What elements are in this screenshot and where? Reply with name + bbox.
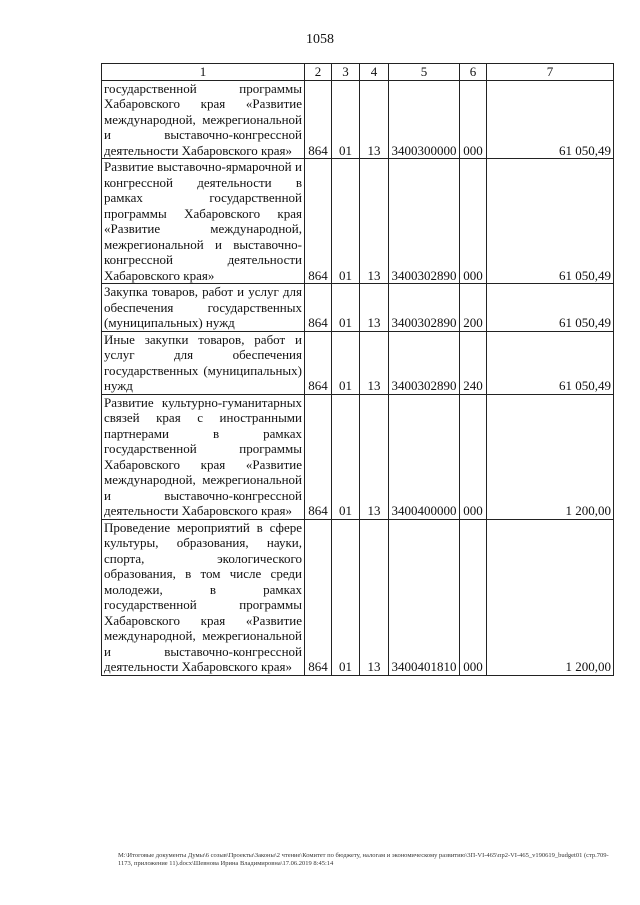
row-expense-type: 000 [460, 519, 487, 675]
row-target-article: 3400401810 [389, 519, 460, 675]
row-subsection-code: 13 [360, 331, 389, 394]
table-row [102, 331, 614, 394]
row-ministry-code: 864 [305, 80, 332, 159]
table-row [102, 519, 614, 675]
row-expense-type: 000 [460, 159, 487, 284]
row-target-article: 3400302890 [389, 284, 460, 332]
header-col-3: 3 [332, 64, 360, 81]
header-col-2: 2 [305, 64, 332, 81]
document-path-footer: M:\Итоговые документы Думы\6 созыв\Проекты\Законы\2 чтение\Комитет по бюджету, налогам и экономическому развитию\3П-VI-465\пр2-VI-465_v190619_budget01 (стр.709-1173, приложение 11).docx\Шевнова Ирина Владимировна\17.06.2019 8:45:14 [118, 852, 609, 867]
row-amount: 61 050,49 [487, 331, 614, 394]
header-col-6: 6 [460, 64, 487, 81]
row-ministry-code: 864 [305, 284, 332, 332]
row-amount: 61 050,49 [487, 80, 614, 159]
row-expense-type: 200 [460, 284, 487, 332]
header-col-1: 1 [102, 64, 305, 81]
row-section-code: 01 [332, 331, 360, 394]
row-name: государственной программы Хабаровского края «Развитие международной, межрегиональной и выставочно-конгрессной деятельности Хабаровского края» [102, 80, 305, 159]
header-col-7: 7 [487, 64, 614, 81]
header-col-5: 5 [389, 64, 460, 81]
row-target-article: 3400300000 [389, 80, 460, 159]
row-section-code: 01 [332, 80, 360, 159]
row-name: Развитие культурно-гуманитарных связей края с иностранными партнерами в рамках государственной программы Хабаровского края «Развитие международной, межрегиональной и выставочно-конгрессной деятельности Хабаровского края» [102, 394, 305, 519]
row-name: Иные закупки товаров, работ и услуг для обеспечения государственных (муниципальных) нужд [102, 331, 305, 394]
row-subsection-code: 13 [360, 80, 389, 159]
row-amount: 61 050,49 [487, 159, 614, 284]
row-subsection-code: 13 [360, 519, 389, 675]
row-section-code: 01 [332, 159, 360, 284]
table-row [102, 394, 614, 519]
row-amount: 1 200,00 [487, 394, 614, 519]
row-expense-type: 240 [460, 331, 487, 394]
row-target-article: 3400302890 [389, 331, 460, 394]
row-subsection-code: 13 [360, 284, 389, 332]
row-section-code: 01 [332, 519, 360, 675]
row-subsection-code: 13 [360, 394, 389, 519]
row-amount: 1 200,00 [487, 519, 614, 675]
row-section-code: 01 [332, 394, 360, 519]
row-ministry-code: 864 [305, 159, 332, 284]
table-row [102, 284, 614, 332]
row-name: Развитие выставочно-ярмарочной и конгрессной деятельности в рамках государственной программы Хабаровского края «Развитие международной, межрегиональной и выставочно-конгрессной деятельности Хабаровского края» [102, 159, 305, 284]
table-row [102, 80, 614, 159]
table-row [102, 159, 614, 284]
page-number: 1058 [306, 32, 334, 47]
row-amount: 61 050,49 [487, 284, 614, 332]
row-name: Закупка товаров, работ и услуг для обеспечения государственных (муниципальных) нужд [102, 284, 305, 332]
budget-table [101, 63, 614, 676]
row-ministry-code: 864 [305, 519, 332, 675]
row-name: Проведение мероприятий в сфере культуры, образования, науки, спорта, экологического образования, в том числе среди молодежи, в рамках государственной программы Хабаровского края «Развитие международной, межрегиональной и выставочно-конгрессной деятельности Хабаровского края» [102, 519, 305, 675]
header-col-4: 4 [360, 64, 389, 81]
row-section-code: 01 [332, 284, 360, 332]
row-subsection-code: 13 [360, 159, 389, 284]
row-ministry-code: 864 [305, 394, 332, 519]
row-ministry-code: 864 [305, 331, 332, 394]
row-target-article: 3400400000 [389, 394, 460, 519]
row-target-article: 3400302890 [389, 159, 460, 284]
table-header-row [102, 64, 614, 81]
row-expense-type: 000 [460, 394, 487, 519]
row-expense-type: 000 [460, 80, 487, 159]
